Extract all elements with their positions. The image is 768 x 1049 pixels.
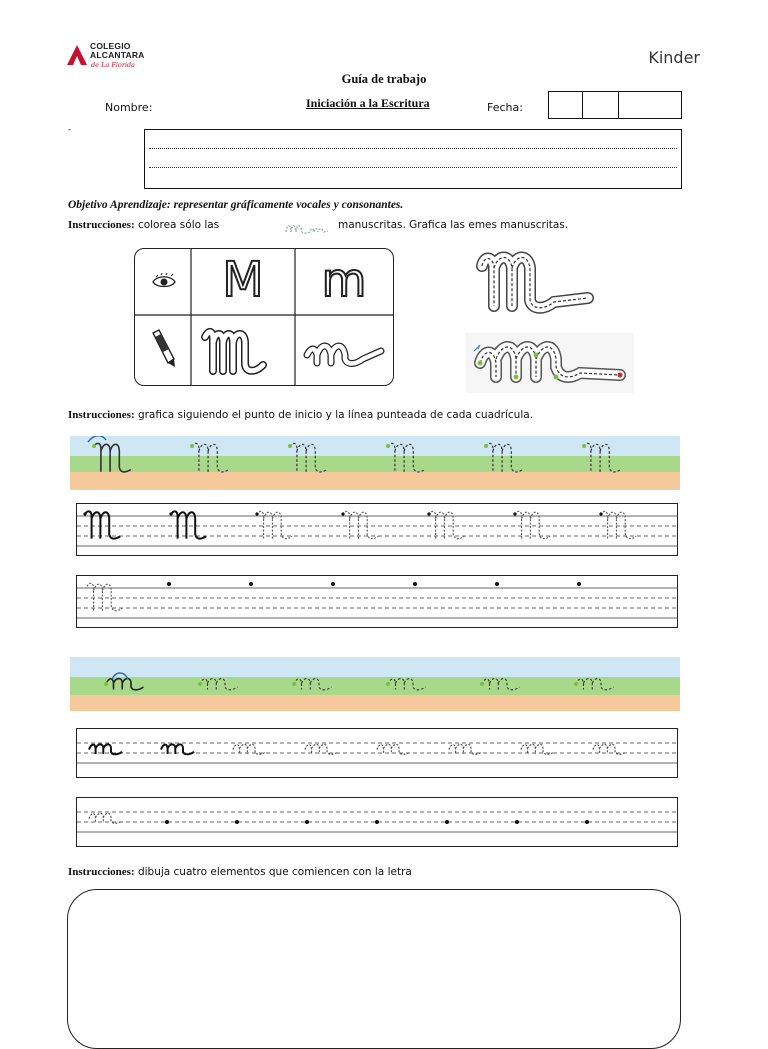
date-year-cell[interactable] bbox=[619, 92, 681, 118]
cursive-m-glyph bbox=[171, 511, 206, 538]
start-dot-icon bbox=[375, 820, 379, 824]
cell-lower-print-m[interactable] bbox=[297, 251, 391, 313]
tracing-band-2 bbox=[70, 657, 680, 711]
name-field[interactable] bbox=[144, 129, 682, 189]
crayon-icon bbox=[147, 329, 177, 369]
start-dot-icon bbox=[413, 582, 417, 586]
start-dot-icon bbox=[386, 444, 390, 448]
cursive-m-trace-drawing bbox=[466, 333, 634, 393]
cursive-m-glyph bbox=[388, 443, 425, 472]
learning-objective: Objetivo Aprendizaje: representar gráficamente vocales y consonantes. bbox=[68, 199, 404, 211]
start-dot-icon bbox=[167, 582, 171, 586]
instruction-2-label: Instrucciones: bbox=[68, 409, 135, 421]
cursive-m-glyph bbox=[106, 679, 144, 690]
logo-subtitle: de La Florida bbox=[91, 61, 136, 69]
cursive-m-glyph bbox=[87, 583, 122, 610]
logo-line1: COLEGIO bbox=[90, 41, 131, 51]
start-dot-icon bbox=[92, 444, 96, 448]
practice-row-1-drawing bbox=[77, 504, 677, 555]
cursive-m-glyph bbox=[290, 443, 327, 472]
name-dotted-line-1 bbox=[149, 148, 677, 149]
cursive-m-glyph bbox=[343, 511, 378, 538]
start-dot-icon bbox=[478, 361, 483, 366]
instruction-1-label: Instrucciones: bbox=[68, 219, 135, 231]
start-dot-icon bbox=[515, 820, 519, 824]
instruction-1 bbox=[68, 219, 219, 231]
start-dot-icon bbox=[249, 582, 253, 586]
practice-row-1 bbox=[76, 503, 678, 556]
start-dot-icon bbox=[190, 444, 194, 448]
start-dot-icon bbox=[495, 582, 499, 586]
instruction-3 bbox=[68, 866, 412, 878]
instruction-1-text-cont bbox=[338, 219, 568, 231]
direction-arrow-icon bbox=[474, 345, 480, 351]
start-dot-icon bbox=[341, 512, 344, 515]
instruction-1-text: colorea sólo las bbox=[134, 219, 220, 231]
inline-cursive-m-icon bbox=[284, 220, 330, 236]
cursive-m-glyph bbox=[482, 679, 520, 690]
start-dot-icon bbox=[554, 375, 559, 380]
practice-row-2[interactable] bbox=[76, 575, 678, 628]
drawing-area[interactable] bbox=[67, 889, 681, 1049]
page-title: Guía de trabajo bbox=[341, 72, 427, 86]
start-dot-icon bbox=[305, 820, 309, 824]
start-dot-icon bbox=[427, 512, 430, 515]
start-dot-icon bbox=[574, 682, 578, 686]
start-dot-icon bbox=[484, 444, 488, 448]
practice-row-4-drawing bbox=[77, 798, 677, 846]
cell-cursive-upper-m[interactable] bbox=[199, 325, 291, 379]
start-dot-icon bbox=[198, 682, 202, 686]
cursive-m-glyph bbox=[200, 679, 238, 690]
page-subtitle: Iniciación a la Escritura bbox=[306, 96, 430, 110]
start-dot-icon bbox=[235, 820, 239, 824]
instruction-3-text: dibuja cuatro elementos que comiencen con la letra bbox=[134, 866, 412, 878]
date-month-cell[interactable] bbox=[583, 92, 619, 118]
cursive-m-glyph bbox=[192, 443, 229, 472]
grade-label: Kinder bbox=[648, 48, 700, 67]
band-1-letters bbox=[70, 436, 680, 490]
start-dot-icon bbox=[255, 512, 258, 515]
date-day-cell[interactable] bbox=[549, 92, 583, 118]
eye-icon bbox=[151, 273, 177, 291]
instruction-1-text2: manuscritas. Grafica las emes manuscritas. bbox=[338, 219, 569, 231]
start-dot-icon bbox=[445, 820, 449, 824]
cursive-m-glyph bbox=[257, 511, 292, 538]
start-dot-icon bbox=[386, 682, 390, 686]
cursive-m-glyph bbox=[294, 679, 332, 690]
start-dot-icon bbox=[331, 582, 335, 586]
start-dot-icon bbox=[165, 820, 169, 824]
logo-line2: ALCANTARA bbox=[90, 50, 145, 60]
practice-row-3 bbox=[76, 728, 678, 778]
lower-print-m-letter: m bbox=[321, 253, 367, 307]
cursive-m-trace-example-2 bbox=[466, 333, 634, 393]
instruction-3-label: Instrucciones: bbox=[68, 866, 135, 878]
cursive-m-glyph bbox=[576, 679, 614, 690]
name-dotted-line-2 bbox=[149, 167, 677, 168]
cursive-m-glyph bbox=[601, 511, 636, 538]
cursive-m-glyph bbox=[515, 511, 550, 538]
start-dot-icon bbox=[599, 512, 602, 515]
tracing-band-1 bbox=[70, 436, 680, 490]
start-dot-icon bbox=[514, 375, 519, 380]
practice-row-2-drawing bbox=[77, 576, 677, 627]
start-dot-icon bbox=[577, 582, 581, 586]
letter-table bbox=[134, 248, 394, 386]
bullet-mark: - bbox=[68, 124, 71, 134]
cursive-m-glyph bbox=[429, 511, 464, 538]
practice-row-4[interactable] bbox=[76, 797, 678, 847]
band-2-letters bbox=[70, 657, 680, 711]
date-label: Fecha: bbox=[487, 101, 523, 114]
cursive-m-glyph bbox=[94, 443, 131, 472]
end-dot-icon bbox=[618, 373, 623, 378]
upper-print-m-letter: M bbox=[222, 252, 264, 308]
date-field[interactable] bbox=[548, 91, 682, 119]
cell-cursive-lower-m[interactable] bbox=[303, 333, 389, 371]
start-dot-icon bbox=[582, 444, 586, 448]
cell-upper-print-m[interactable] bbox=[193, 251, 293, 313]
start-dot-icon bbox=[288, 444, 292, 448]
practice-row-3-drawing bbox=[77, 729, 677, 777]
logo-text bbox=[90, 42, 145, 60]
instruction-2 bbox=[68, 409, 533, 421]
start-dot-icon bbox=[104, 682, 108, 686]
start-dot-icon bbox=[83, 512, 86, 515]
cursive-m-glyph bbox=[85, 511, 120, 538]
direction-arrow-icon bbox=[88, 436, 106, 442]
cursive-m-glyph bbox=[584, 443, 621, 472]
name-label: Nombre: bbox=[105, 101, 153, 114]
start-dot-icon bbox=[513, 512, 516, 515]
start-dot-icon bbox=[480, 682, 484, 686]
start-dot-icon bbox=[585, 820, 589, 824]
cursive-m-glyph bbox=[388, 679, 426, 690]
cursive-m-glyph bbox=[486, 443, 523, 472]
instruction-2-text: grafica siguiendo el punto de inicio y la línea punteada de cada cuadrícula. bbox=[134, 409, 534, 421]
start-dot-icon bbox=[292, 682, 296, 686]
logo-mark-icon bbox=[66, 44, 88, 66]
start-dot-icon bbox=[534, 353, 539, 358]
start-dot-icon bbox=[169, 512, 172, 515]
cursive-m-trace-example-1 bbox=[470, 248, 610, 318]
